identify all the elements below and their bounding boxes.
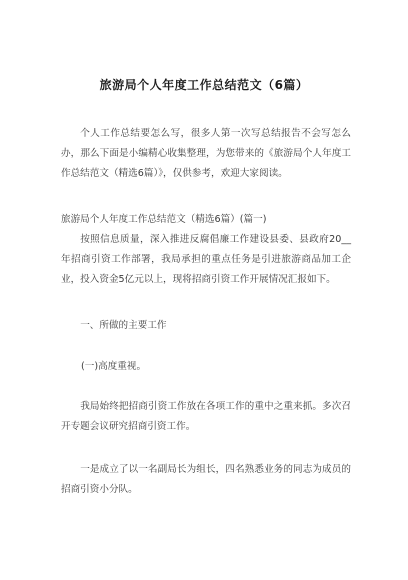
section-heading-1: 一、所做的主要工作 [80, 320, 167, 331]
article-subheading: 旅游局个人年度工作总结范文（精选6篇）(篇一) [61, 214, 267, 225]
body-paragraph-2: 我局始终把招商引资工作放在各项工作的重中之重来抓。多次召开专题会议研究招商引资工作。 [61, 401, 351, 432]
body-paragraph-1: 按照信息质量，深入推进反腐倡廉工作建设县委、县政府20__年招商引资工作部署，我局承担的重点任务是引进旅游商品加工企业，投入资金5亿元以上，现将招商引资工作开展情况汇报如下。 [61, 234, 351, 285]
intro-paragraph: 个人工作总结要怎么写，很多人第一次写总结报告不会写怎么办，那么下面是小编精心收集整理，为您带来的《旅游局个人年度工作总结范文（精选6篇）》，仅供参考，欢迎大家阅读。 [61, 128, 351, 179]
body-paragraph-3: 一是成立了以一名副局长为组长，四名熟悉业务的同志为成员的招商引资小分队。 [61, 464, 351, 495]
document-title: 旅游局个人年度工作总结范文（6篇） [99, 78, 309, 92]
subsection-heading-1: (一)高度重视。 [81, 361, 147, 372]
